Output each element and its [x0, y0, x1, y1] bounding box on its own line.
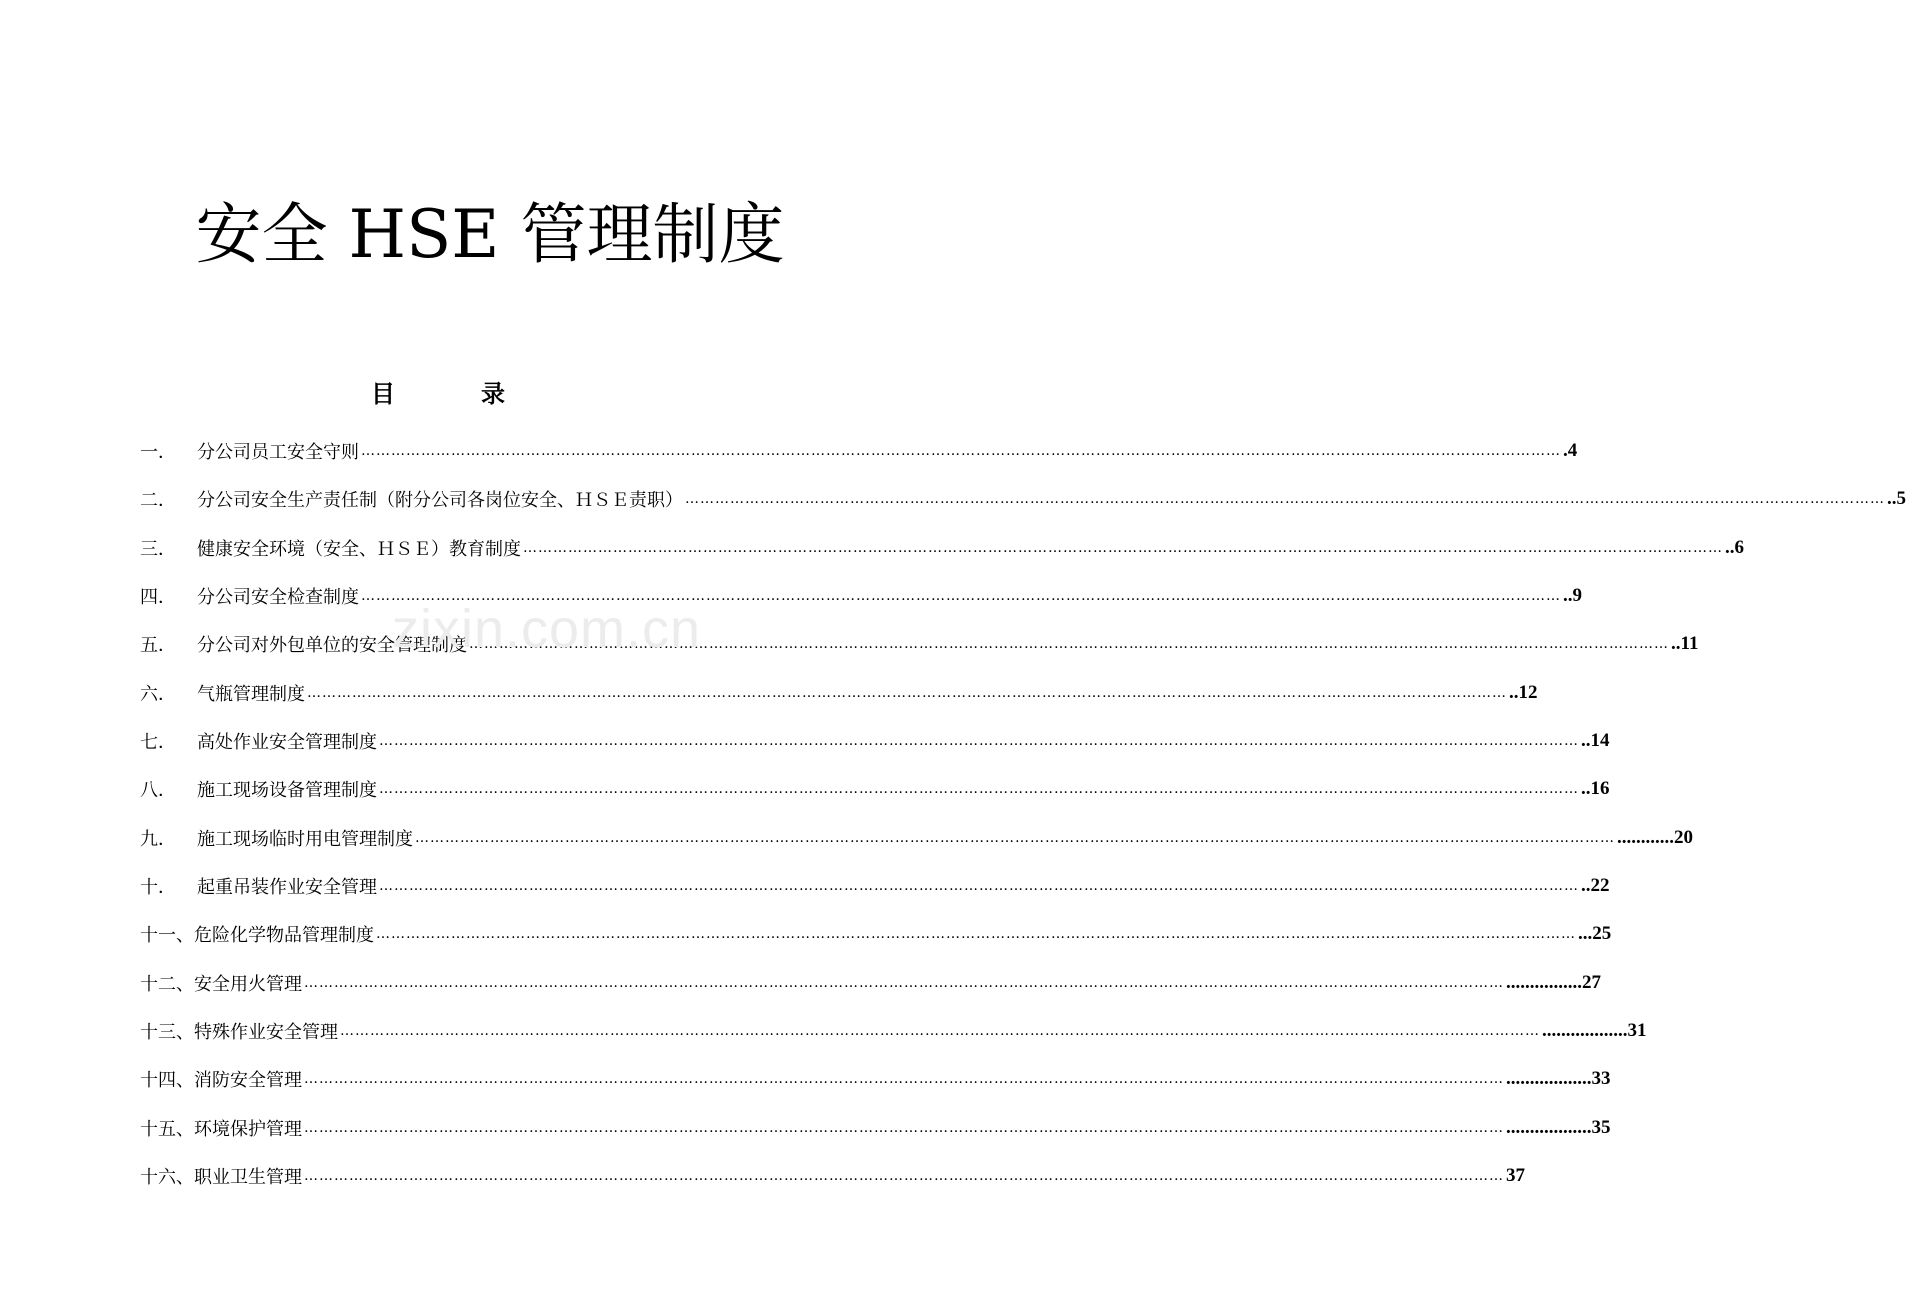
toc-number: 四． [140, 587, 176, 609]
toc-page-number: ..11 [1671, 633, 1699, 655]
toc-entry[interactable] [140, 572, 1582, 620]
watermark: zixin.com.cn [392, 599, 702, 659]
toc-title: 分公司安全检查制度 [197, 587, 359, 609]
toc-page-number: ..................33 [1506, 1068, 1611, 1090]
toc-page-number: ..9 [1563, 585, 1582, 607]
toc-dot-leader: …………………………………………………………………………………………………………………………………………………………………………………………………………………… [415, 829, 1615, 846]
toc-page-number: ..16 [1581, 778, 1610, 800]
toc-title: 特殊作业安全管理 [194, 1022, 338, 1044]
toc-title: 消防安全管理 [194, 1070, 302, 1092]
toc-dot-leader: …………………………………………………………………………………………………………………………………………………………………………………………………………………… [379, 781, 1579, 798]
toc-page-number: 37 [1506, 1165, 1525, 1187]
toc-title: 高处作业安全管理制度 [197, 732, 377, 754]
toc-page-number: ..6 [1725, 536, 1744, 558]
toc-number: 二． [140, 490, 176, 512]
toc-number: 十四、 [140, 1070, 194, 1092]
toc-title: 施工现场临时用电管理制度 [197, 828, 413, 850]
toc-dot-leader: …………………………………………………………………………………………………………………………………………………………………………………………………………………… [685, 491, 1885, 508]
toc-page-number: ..14 [1581, 730, 1610, 752]
toc-dot-leader: …………………………………………………………………………………………………………………………………………………………………………………………………………………… [361, 588, 1561, 605]
toc-number: 十三、 [140, 1022, 194, 1044]
toc-number: 十． [140, 877, 176, 899]
toc-number: 十二、 [140, 973, 194, 995]
toc-title: 职业卫生管理 [194, 1167, 302, 1189]
toc-title: 危险化学物品管理制度 [194, 925, 374, 947]
toc-title: 环境保护管理 [194, 1118, 302, 1140]
toc-title: 分公司员工安全守则 [197, 442, 359, 464]
toc-entry[interactable] [140, 524, 1744, 572]
toc-number: 八． [140, 780, 176, 802]
toc-entry[interactable] [140, 1055, 1611, 1103]
toc-title: 分公司安全生产责任制（附分公司各岗位安全、ＨＳＥ责职） [197, 490, 683, 512]
toc-dot-leader: …………………………………………………………………………………………………………………………………………………………………………………………………………………… [304, 974, 1504, 991]
toc-dot-leader: …………………………………………………………………………………………………………………………………………………………………………………………………………………… [340, 1023, 1540, 1040]
toc-page-number: ................27 [1506, 971, 1601, 993]
toc-title: 分公司对外包单位的安全管理制度 [197, 635, 467, 657]
toc-entry[interactable] [140, 669, 1538, 717]
toc-dot-leader: …………………………………………………………………………………………………………………………………………………………………………………………………………………… [304, 1071, 1504, 1088]
toc-number: 十五、 [140, 1118, 194, 1140]
toc-entry[interactable] [140, 427, 1578, 475]
toc-dot-leader: …………………………………………………………………………………………………………………………………………………………………………………………………………………… [469, 636, 1669, 653]
toc-number: 五． [140, 635, 176, 657]
toc-number: 七． [140, 732, 176, 754]
toc-page-number: ..5 [1887, 488, 1906, 510]
toc-title: 起重吊装作业安全管理 [197, 877, 377, 899]
toc-number: 十一、 [140, 925, 194, 947]
toc-page-number: ..22 [1581, 875, 1610, 897]
toc-entry[interactable] [140, 862, 1610, 910]
toc-entry[interactable] [140, 1104, 1611, 1152]
toc-entry[interactable] [140, 1152, 1525, 1200]
toc-title: 气瓶管理制度 [197, 683, 305, 705]
toc-entry[interactable] [140, 765, 1610, 813]
toc-dot-leader: …………………………………………………………………………………………………………………………………………………………………………………………………………………… [379, 733, 1579, 750]
toc-title: 施工现场设备管理制度 [197, 780, 377, 802]
toc-dot-leader: …………………………………………………………………………………………………………………………………………………………………………………………………………………… [361, 443, 1561, 460]
toc-number: 六． [140, 683, 176, 705]
toc-page-number: ............20 [1617, 826, 1693, 848]
toc-title: 安全用火管理 [194, 973, 302, 995]
toc-entry[interactable] [140, 959, 1601, 1007]
toc-number: 一． [140, 442, 176, 464]
toc-dot-leader: …………………………………………………………………………………………………………………………………………………………………………………………………………………… [307, 684, 1507, 701]
document-title: 安全 HSE 管理制度 [195, 196, 785, 273]
toc-entry[interactable] [140, 910, 1612, 958]
toc-number: 三． [140, 538, 176, 560]
toc-number: 十六、 [140, 1167, 194, 1189]
toc-entry[interactable] [140, 814, 1693, 862]
toc-entry[interactable] [140, 1007, 1647, 1055]
table-of-contents [140, 427, 1906, 1200]
toc-heading: 目录 [371, 380, 591, 408]
toc-dot-leader: …………………………………………………………………………………………………………………………………………………………………………………………………………………… [523, 539, 1723, 556]
toc-dot-leader: …………………………………………………………………………………………………………………………………………………………………………………………………………………… [379, 878, 1579, 895]
toc-dot-leader: …………………………………………………………………………………………………………………………………………………………………………………………………………………… [376, 926, 1576, 943]
toc-entry[interactable] [140, 717, 1610, 765]
toc-page-number: ..12 [1509, 681, 1538, 703]
toc-page-number: ..................35 [1506, 1116, 1611, 1138]
toc-page-number: ..................31 [1542, 1020, 1647, 1042]
toc-entry[interactable] [140, 475, 1906, 523]
toc-page-number: .4 [1563, 440, 1578, 462]
toc-page-number: ...25 [1578, 923, 1612, 945]
toc-dot-leader: …………………………………………………………………………………………………………………………………………………………………………………………………………………… [304, 1168, 1504, 1185]
toc-entry[interactable] [140, 620, 1699, 668]
toc-title: 健康安全环境（安全、ＨＳＥ）教育制度 [197, 538, 521, 560]
toc-dot-leader: …………………………………………………………………………………………………………………………………………………………………………………………………………………… [304, 1119, 1504, 1136]
toc-number: 九． [140, 828, 176, 850]
